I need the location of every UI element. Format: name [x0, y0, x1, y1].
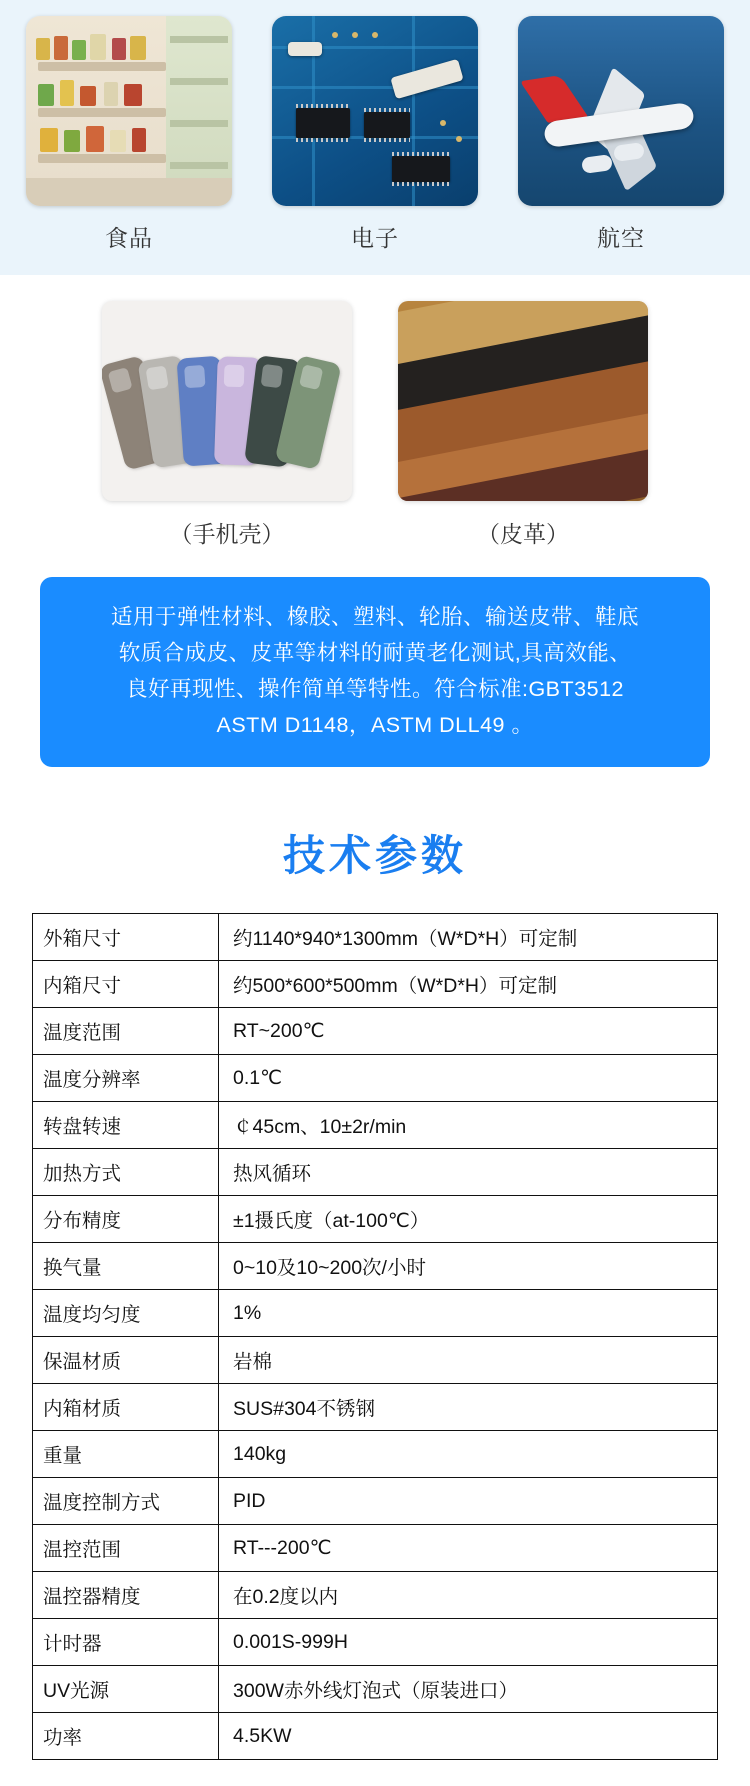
- plane-engine-2: [581, 154, 613, 174]
- table-row: [33, 1337, 718, 1384]
- supermarket-food-photo: [26, 16, 232, 206]
- table-row: [33, 1572, 718, 1619]
- spec-value: 0.1℃: [219, 1055, 718, 1102]
- spec-value: 岩棉: [219, 1337, 718, 1384]
- table-row: [33, 1384, 718, 1431]
- spec-value: 1%: [219, 1290, 718, 1337]
- table-row: [33, 1713, 718, 1760]
- table-row: [33, 1290, 718, 1337]
- spec-key: UV光源: [33, 1666, 219, 1713]
- spec-value: RT---200℃: [219, 1525, 718, 1572]
- spec-value: 140kg: [219, 1431, 718, 1478]
- spec-key: 保温材质: [33, 1337, 219, 1384]
- product-samples-section: [0, 275, 750, 555]
- spec-value: ￠45cm、10±2r/min: [219, 1102, 718, 1149]
- industry-item-electronics: [270, 16, 480, 253]
- product-item-leather: [398, 301, 648, 549]
- spec-key: 加热方式: [33, 1149, 219, 1196]
- table-row: [33, 1102, 718, 1149]
- spec-value: RT~200℃: [219, 1008, 718, 1055]
- product-label-leather: （皮革）: [477, 521, 569, 547]
- table-row: [33, 1008, 718, 1055]
- spec-key: 温度范围: [33, 1008, 219, 1055]
- spec-table: [32, 913, 718, 1760]
- description-line-1: 适用于弹性材料、橡胶、塑料、轮胎、输送皮带、鞋底: [110, 605, 639, 629]
- spec-value: 0.001S-999H: [219, 1619, 718, 1666]
- spec-value: 0~10及10~200次/小时: [219, 1243, 718, 1290]
- table-row: [33, 961, 718, 1008]
- table-row: [33, 1666, 718, 1713]
- spec-key: 内箱尺寸: [33, 961, 219, 1008]
- spec-value: ±1摄氏度（at-100℃）: [219, 1196, 718, 1243]
- spec-value: 热风循环: [219, 1149, 718, 1196]
- table-row: [33, 1525, 718, 1572]
- spec-key: 温度均匀度: [33, 1290, 219, 1337]
- spec-key: 温度控制方式: [33, 1478, 219, 1525]
- product-samples-row: [0, 301, 750, 549]
- industry-application-band: [0, 0, 750, 275]
- spec-key: 温控范围: [33, 1525, 219, 1572]
- table-row: [33, 1055, 718, 1102]
- description-line-4: ASTM D1148，ASTM DLL49 。: [216, 713, 534, 737]
- spec-key: 内箱材质: [33, 1384, 219, 1431]
- description-line-2: 软质合成皮、皮革等材料的耐黄老化测试,具高效能、: [118, 641, 632, 665]
- table-row: [33, 914, 718, 961]
- industry-label-electronics: 电子: [351, 225, 399, 251]
- table-row: [33, 1431, 718, 1478]
- airplane-photo: [518, 16, 724, 206]
- product-label-phone-cases: （手机壳）: [169, 521, 285, 547]
- spec-key: 温度分辨率: [33, 1055, 219, 1102]
- leather-rolls-photo: [398, 301, 648, 501]
- spec-key: 换气量: [33, 1243, 219, 1290]
- spec-value: PID: [219, 1478, 718, 1525]
- table-row: [33, 1196, 718, 1243]
- description-section: [0, 555, 750, 797]
- spec-key: 转盘转速: [33, 1102, 219, 1149]
- phone-cases-photo: [102, 301, 352, 501]
- spec-key: 温控器精度: [33, 1572, 219, 1619]
- industry-label-food: 食品: [105, 225, 153, 251]
- spec-value: 约1140*940*1300mm（W*D*H）可定制: [219, 914, 718, 961]
- spec-key: 外箱尺寸: [33, 914, 219, 961]
- plane-tail: [520, 75, 588, 123]
- spec-table-wrap: [0, 913, 750, 1786]
- table-row: [33, 1243, 718, 1290]
- spec-value: 4.5KW: [219, 1713, 718, 1760]
- spec-value: 在0.2度以内: [219, 1572, 718, 1619]
- circuit-board-photo: [272, 16, 478, 206]
- spec-value: SUS#304不锈钢: [219, 1384, 718, 1431]
- section-title-tech-params: 技术参数: [282, 832, 467, 879]
- spec-key: 计时器: [33, 1619, 219, 1666]
- description-line-3: 良好再现性、操作简单等特性。符合标准:GBT3512: [125, 677, 624, 701]
- spec-key: 分布精度: [33, 1196, 219, 1243]
- spec-key: 重量: [33, 1431, 219, 1478]
- table-row: [33, 1478, 718, 1525]
- industry-label-aviation: 航空: [597, 225, 645, 251]
- table-row: [33, 1619, 718, 1666]
- description-box: [40, 577, 710, 767]
- industry-item-food: [24, 16, 234, 253]
- spec-key: 功率: [33, 1713, 219, 1760]
- product-item-phone-cases: [102, 301, 352, 549]
- table-row: [33, 1149, 718, 1196]
- industry-item-aviation: [516, 16, 726, 253]
- spec-value: 约500*600*500mm（W*D*H）可定制: [219, 961, 718, 1008]
- spec-value: 300W赤外线灯泡式（原装进口）: [219, 1666, 718, 1713]
- industry-row: [0, 16, 750, 253]
